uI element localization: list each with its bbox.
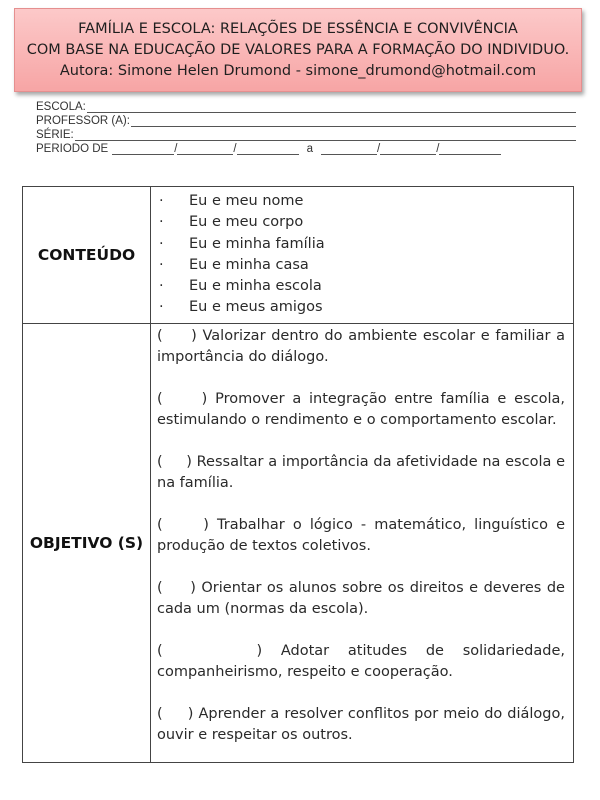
periodo-sep: / — [436, 143, 440, 155]
objetivo-checkbox[interactable]: ( ) — [157, 453, 192, 470]
objetivo-item-text: Ressaltar a importância da afetividade na escola e na família. — [157, 453, 565, 491]
objetivo-row — [23, 323, 574, 762]
conteudo-label: CONTEÚDO — [23, 187, 151, 324]
objetivo-item — [157, 389, 565, 431]
objetivo-item-text: Trabalhar o lógico - matemático, linguístico e produção de textos coletivos. — [157, 516, 565, 554]
bullet-icon: · — [159, 235, 164, 252]
objetivo-cell — [151, 323, 574, 762]
conteudo-row — [23, 187, 574, 324]
bullet-icon: · — [159, 299, 164, 316]
periodo-to-label: a — [306, 143, 314, 155]
professor-field[interactable] — [36, 114, 576, 127]
bullet-icon: · — [159, 214, 164, 231]
objetivo-item-text: Aprender a resolver conflitos por meio do diálogo, ouvir e respeitar os outros. — [157, 705, 565, 743]
periodo-start-day — [112, 144, 174, 155]
objetivo-checkbox[interactable]: ( ) — [157, 705, 194, 722]
objetivo-label: OBJETIVO (S) — [23, 323, 151, 762]
periodo-label: PERIODO DE — [36, 143, 109, 155]
school-info-form — [36, 100, 576, 156]
bullet-icon: · — [159, 193, 164, 209]
conteudo-item — [159, 276, 567, 297]
objetivo-item — [157, 452, 565, 494]
objetivo-item — [157, 641, 565, 683]
periodo-sep: / — [377, 143, 381, 155]
conteudo-item — [159, 255, 567, 276]
objetivo-item-text: Valorizar dentro do ambiente escolar e familiar a importância do diálogo. — [157, 327, 565, 365]
objetivo-checkbox[interactable]: ( ) — [157, 579, 196, 596]
serie-label: SÉRIE: — [36, 129, 74, 141]
bullet-icon: · — [159, 278, 164, 295]
plan-table — [22, 186, 574, 763]
objetivo-item-text: Orientar os alunos sobre os direitos e deveres de cada um (normas da escola). — [157, 579, 565, 617]
escola-field[interactable] — [36, 100, 576, 113]
objetivo-checkbox[interactable]: ( ) — [157, 516, 209, 533]
conteudo-item-text: Eu e meus amigos — [189, 299, 323, 316]
conteudo-cell — [151, 187, 574, 324]
objetivo-checkbox[interactable]: ( ) — [157, 327, 197, 344]
periodo-end-month — [380, 144, 436, 155]
conteudo-item-text: Eu e meu nome — [189, 193, 304, 209]
objetivo-item — [157, 515, 565, 557]
periodo-sep: / — [233, 143, 237, 155]
escola-blank-line — [87, 102, 576, 113]
conteudo-item — [159, 234, 567, 255]
conteudo-list — [159, 191, 567, 319]
professor-label: PROFESSOR (A): — [36, 115, 130, 127]
conteudo-item-text: Eu e minha família — [189, 235, 325, 252]
title-line-1: FAMÍLIA E ESCOLA: RELAÇÕES DE ESSÊNCIA E CONVIVÊNCIA — [78, 21, 518, 37]
title-banner — [14, 8, 582, 92]
escola-label: ESCOLA: — [36, 101, 86, 113]
conteudo-item-text: Eu e minha casa — [189, 256, 309, 273]
objetivo-item — [157, 704, 565, 746]
conteudo-item-text: Eu e minha escola — [189, 278, 322, 295]
periodo-end-year — [439, 144, 501, 155]
periodo-sep: / — [174, 143, 178, 155]
conteudo-item-text: Eu e meu corpo — [189, 214, 304, 231]
periodo-field[interactable] — [36, 142, 542, 155]
objetivo-item — [157, 326, 565, 368]
periodo-start-month — [177, 144, 233, 155]
author-line: Autora: Simone Helen Drumond - simone_drumond@hotmail.com — [59, 63, 537, 79]
conteudo-item — [159, 297, 567, 318]
objetivo-checkbox[interactable]: ( ) — [157, 642, 263, 659]
title-line-2: COM BASE NA EDUCAÇÃO DE VALORES PARA A FORMAÇÃO DO INDIVIDUO. — [26, 42, 570, 58]
serie-blank-line — [75, 130, 576, 141]
professor-blank-line — [131, 116, 576, 127]
periodo-start-year — [237, 144, 299, 155]
conteudo-item — [159, 212, 567, 233]
periodo-end-day — [321, 144, 377, 155]
serie-field[interactable] — [36, 128, 576, 141]
objetivo-item — [157, 578, 565, 620]
objetivo-checkbox[interactable]: ( ) — [157, 390, 208, 407]
conteudo-item — [159, 191, 567, 212]
objetivo-item-text: Adotar atitudes de solidariedade, companheirismo, respeito e cooperação. — [157, 642, 566, 680]
objetivo-item-text: Promover a integração entre família e escola, estimulando o rendimento e o comportamento escolar. — [157, 390, 565, 428]
bullet-icon: · — [159, 256, 164, 273]
